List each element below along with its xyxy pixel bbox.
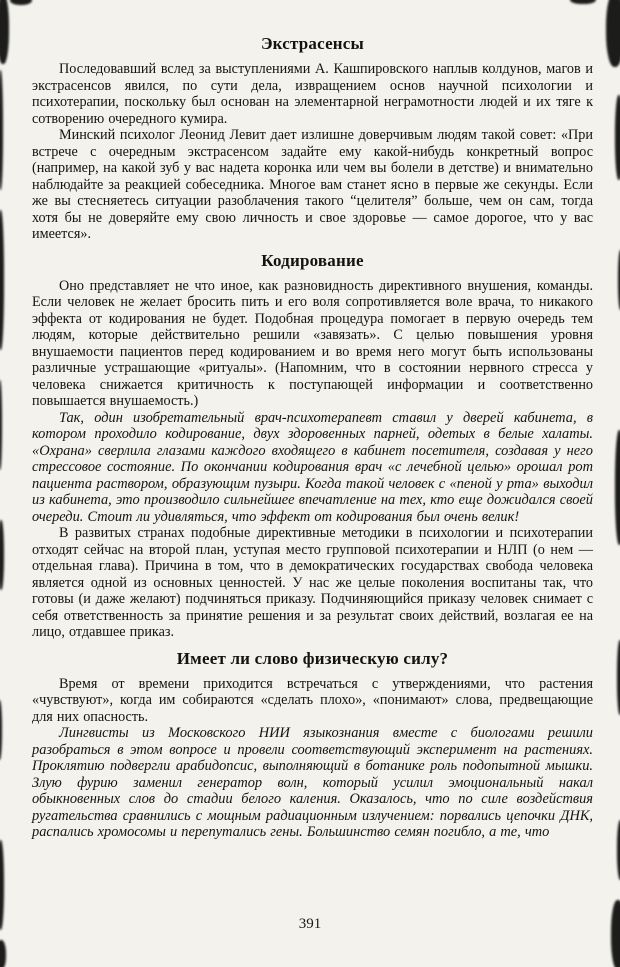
paragraph-italic: Лингвисты из Московского НИИ языкознания вместе с биологами решили разобраться в этом вопросе и провели соответствующий эксперимент на растениях. Проклятию подвергли арабидопсис, выполняющий в ботанике роль подопытной мышки. Злую фурию заменил генератор волн, который усилил эмоциональный накал обыкновенных слов до стадии белого каления. Оказалось, что по силе воздействия ругательства сравнились с мощным радиационным излучением: порвались цепочки ДНК, распались хромосомы и перепутались гены. Большинство семян погибло, а те, что: [32, 725, 593, 840]
scan-artifact: [570, 0, 596, 4]
scan-artifact: [0, 700, 2, 760]
scan-artifact: [0, 70, 3, 190]
paragraph: Последовавший вслед за выступлениями А. Кашпировского наплыв колдунов, магов и экстрасенсов явился, по сути дела, извращением основ научной психологии и психотерапии, поскольку был основан на элементарной неграмотности людей и их тяге к сотворению очередного кумира.: [32, 61, 593, 127]
section-heading-extrasensy: Экстрасенсы: [260, 34, 365, 53]
paragraph: Оно представляет не что иное, как разновидность директивного внушения, команды. Если человек не желает бросить пить и его воля сопротивляется воле врача, то никакого эффекта от кодирования не будет. Подобная процедура помогает в первую очередь тем людям, которые действительно решили «завязать». С целью повышения уровня внушаемости пациентов перед кодированием и во время него могут быть использованы различные устрашающие «ритуалы». (Напомним, что в состоянии нервного стресса у человека снижается критичность к поступающей информации и соответственно повышается внушаемость.): [32, 277, 593, 409]
scan-artifact: [0, 940, 6, 967]
scan-artifact: [0, 0, 9, 64]
scan-artifact: [606, 0, 620, 67]
scan-artifact: [10, 0, 32, 5]
scan-artifact: [615, 430, 620, 545]
scan-artifact: [615, 95, 620, 180]
page-content: [32, 26, 593, 841]
scan-artifact: [0, 210, 4, 350]
scan-artifact: [0, 380, 2, 470]
paragraph: Время от времени приходится встречаться с утверждениями, что растения «чувствуют», когда им собираются «сделать плохо», «понимают» слова, предвещающие для них опасность.: [32, 675, 593, 725]
scan-artifact: [611, 900, 620, 967]
section-heading-kodirovanie: Кодирование: [261, 250, 364, 270]
paragraph: В развитых странах подобные директивные методики в психологии и психотерапии отходят сейчас на второй план, уступая место групповой психотерапии и НЛП (о нем — отдельная глава). Причина в том, что в демократических государствах свобода человека является одной из основных ценностей. У нас же целые поколения воспитаны так, что готовы (и даже желают) подчиняться приказу. Подчиняющийся приказу человек снимает с себя ответственность за принятие решения и за результат своих действий, возлагая ее на лицо, отдавшее приказ.: [32, 525, 593, 640]
paragraph-italic: Так, один изобретательный врач-психотерапевт ставил у дверей кабинета, в котором проходило кодирование, двух здоровенных парней, одетых в белые халаты. «Охрана» сверлила глазами каждого входящего в кабинет посетителя, создавая у него стрессовое состояние. По окончании кодирования врач «с лечебной целью» орошал рот пациента раствором, образующим пузыри. Когда такой человек с «пеной у рта» выходил из кабинета, это производило сильнейшее впечатление на тех, кто еще дожидался своей очереди. Стоит ли удивляться, что эффект от кодирования был очень велик!: [32, 409, 593, 525]
scan-artifact: [0, 520, 4, 590]
paragraph: Минский психолог Леонид Левит дает излишне доверчивым людям такой совет: «При встрече с очередным экстрасенсом задайте ему какой-нибудь конкретный вопрос (например, на какой зуб у вас надета коронка или чем вы болели в детстве) и внимательно наблюдайте за реакцией собеседника. Многое вам станет ясно в первые же секунды. Если же вы стесняетесь ситуации разоблачения такого “целителя” больше, чем он сам, тогда хотя бы не доверяйте ему свою личность и свое здоровье — самое дорогое, что у вас имеется».: [32, 127, 593, 242]
page-number: 391: [298, 916, 322, 932]
section-heading-slovo-sila: Имеет ли слово физическую силу?: [176, 648, 449, 668]
